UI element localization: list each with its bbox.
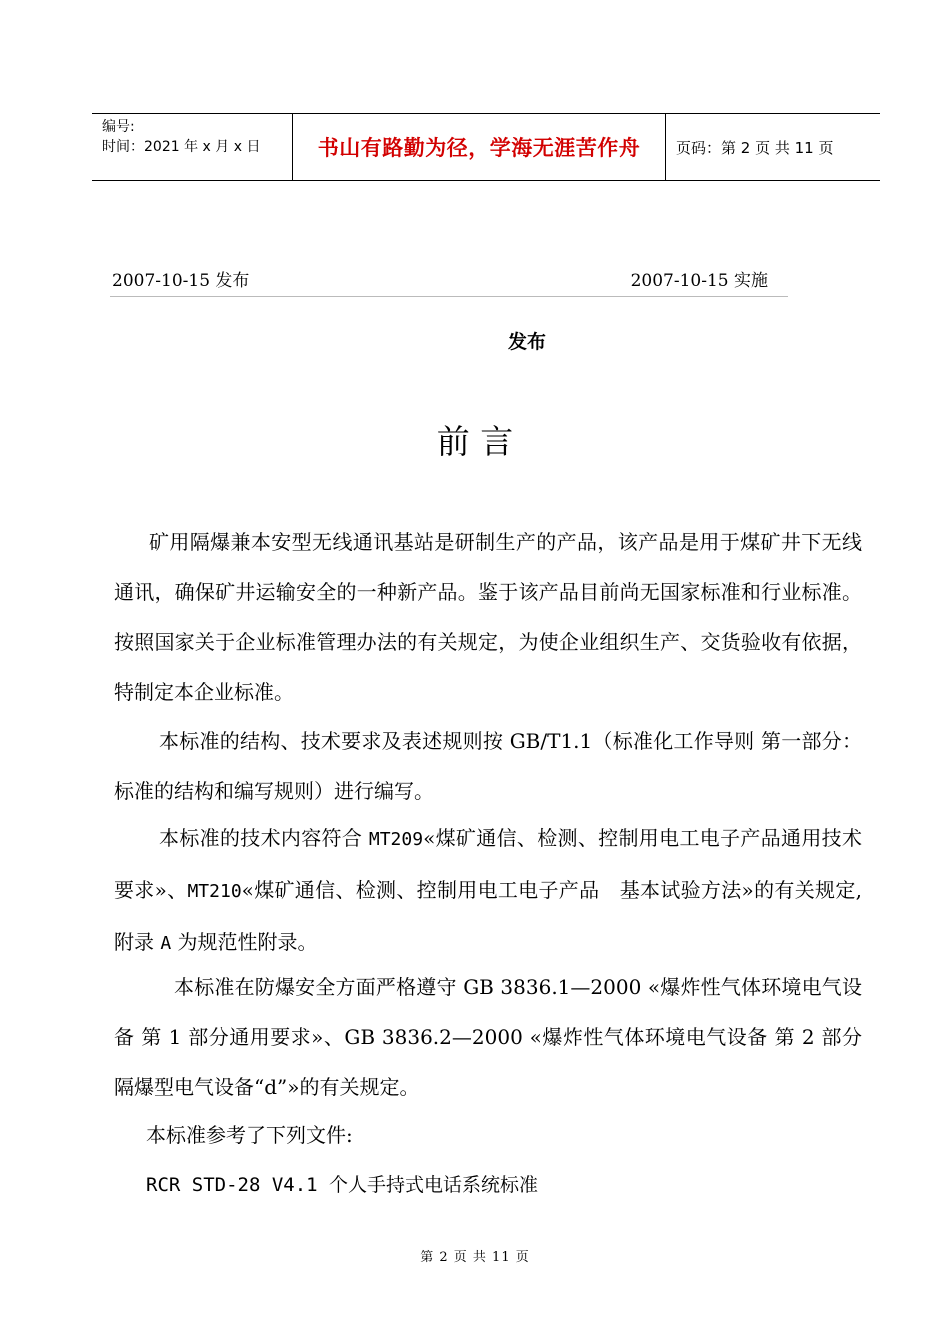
header-page-cell (666, 114, 880, 180)
paragraph-references-intro: 本标准参考了下列文件: (146, 1123, 353, 1147)
p3-part-c: «煤矿通信、检测、控制用电工电子产品通用技术要求»、 (114, 826, 862, 902)
page-title: 前 言 (436, 422, 514, 461)
document-time-label: 时间：2021 年 x 月 x 日 (102, 139, 261, 155)
paragraph-structure: 本标准的结构、技术要求及表述规则按 GB/T1.1（标准化工作导则 第一部分：标准的结构和编写规则）进行编写。 (114, 729, 862, 803)
paragraph-reference-item: RCR STD-28 V4.1 个人手持式电话系统标准 (146, 1174, 539, 1196)
header-left-cell (92, 114, 293, 180)
p3-mt210: MT210 (187, 881, 242, 902)
p3-part-a: 本标准的技术内容符合 (159, 826, 369, 850)
paragraph-intro: 矿用隔爆兼本安型无线通讯基站是研制生产的产品，该产品是用于煤矿井下无线通讯，确保矿井运输安全的一种新产品。鉴于该产品目前尚无国家标准和行业标准。按照国家关于企业标准管理办法的有关规定，为使企业组织生产、交货验收有依据，特制定本企业标准。 (114, 530, 862, 704)
implement-date: 2007-10-15 实施 (630, 271, 768, 291)
page-footer: 第 2 页 共 11 页 (420, 1250, 530, 1265)
p3-mt209: MT209 (368, 829, 424, 850)
motto-text: 书山有路勤为径，学海无涯苦作舟 (317, 136, 641, 160)
header-motto-cell (293, 114, 666, 180)
document-number-label: 编号: (102, 119, 135, 135)
p3-appendix-letter: A (160, 933, 172, 954)
header-table (92, 113, 880, 181)
paragraph-technical-content (114, 813, 862, 969)
p3-part-e: «煤矿通信、检测、控制用电工电子产品 基本试验方法»的有关规定,附录 (114, 878, 862, 954)
publish-label: 发布 (508, 331, 547, 353)
page-info: 页码：第 2 页 共 11 页 (676, 138, 834, 157)
paragraph-explosion-safety: 本标准在防爆安全方面严格遵守 GB 3836.1—2000 «爆炸性气体环境电气设备 第 1 部分通用要求»、GB 3836.2—2000 «爆炸性气体环境电气设备 第 2 部分隔爆型电气设备“d”»的有关规定。 (114, 975, 862, 1099)
publish-date: 2007-10-15 发布 (112, 271, 250, 291)
p3-part-g: 为规范性附录。 (171, 930, 318, 954)
date-row (110, 266, 788, 297)
